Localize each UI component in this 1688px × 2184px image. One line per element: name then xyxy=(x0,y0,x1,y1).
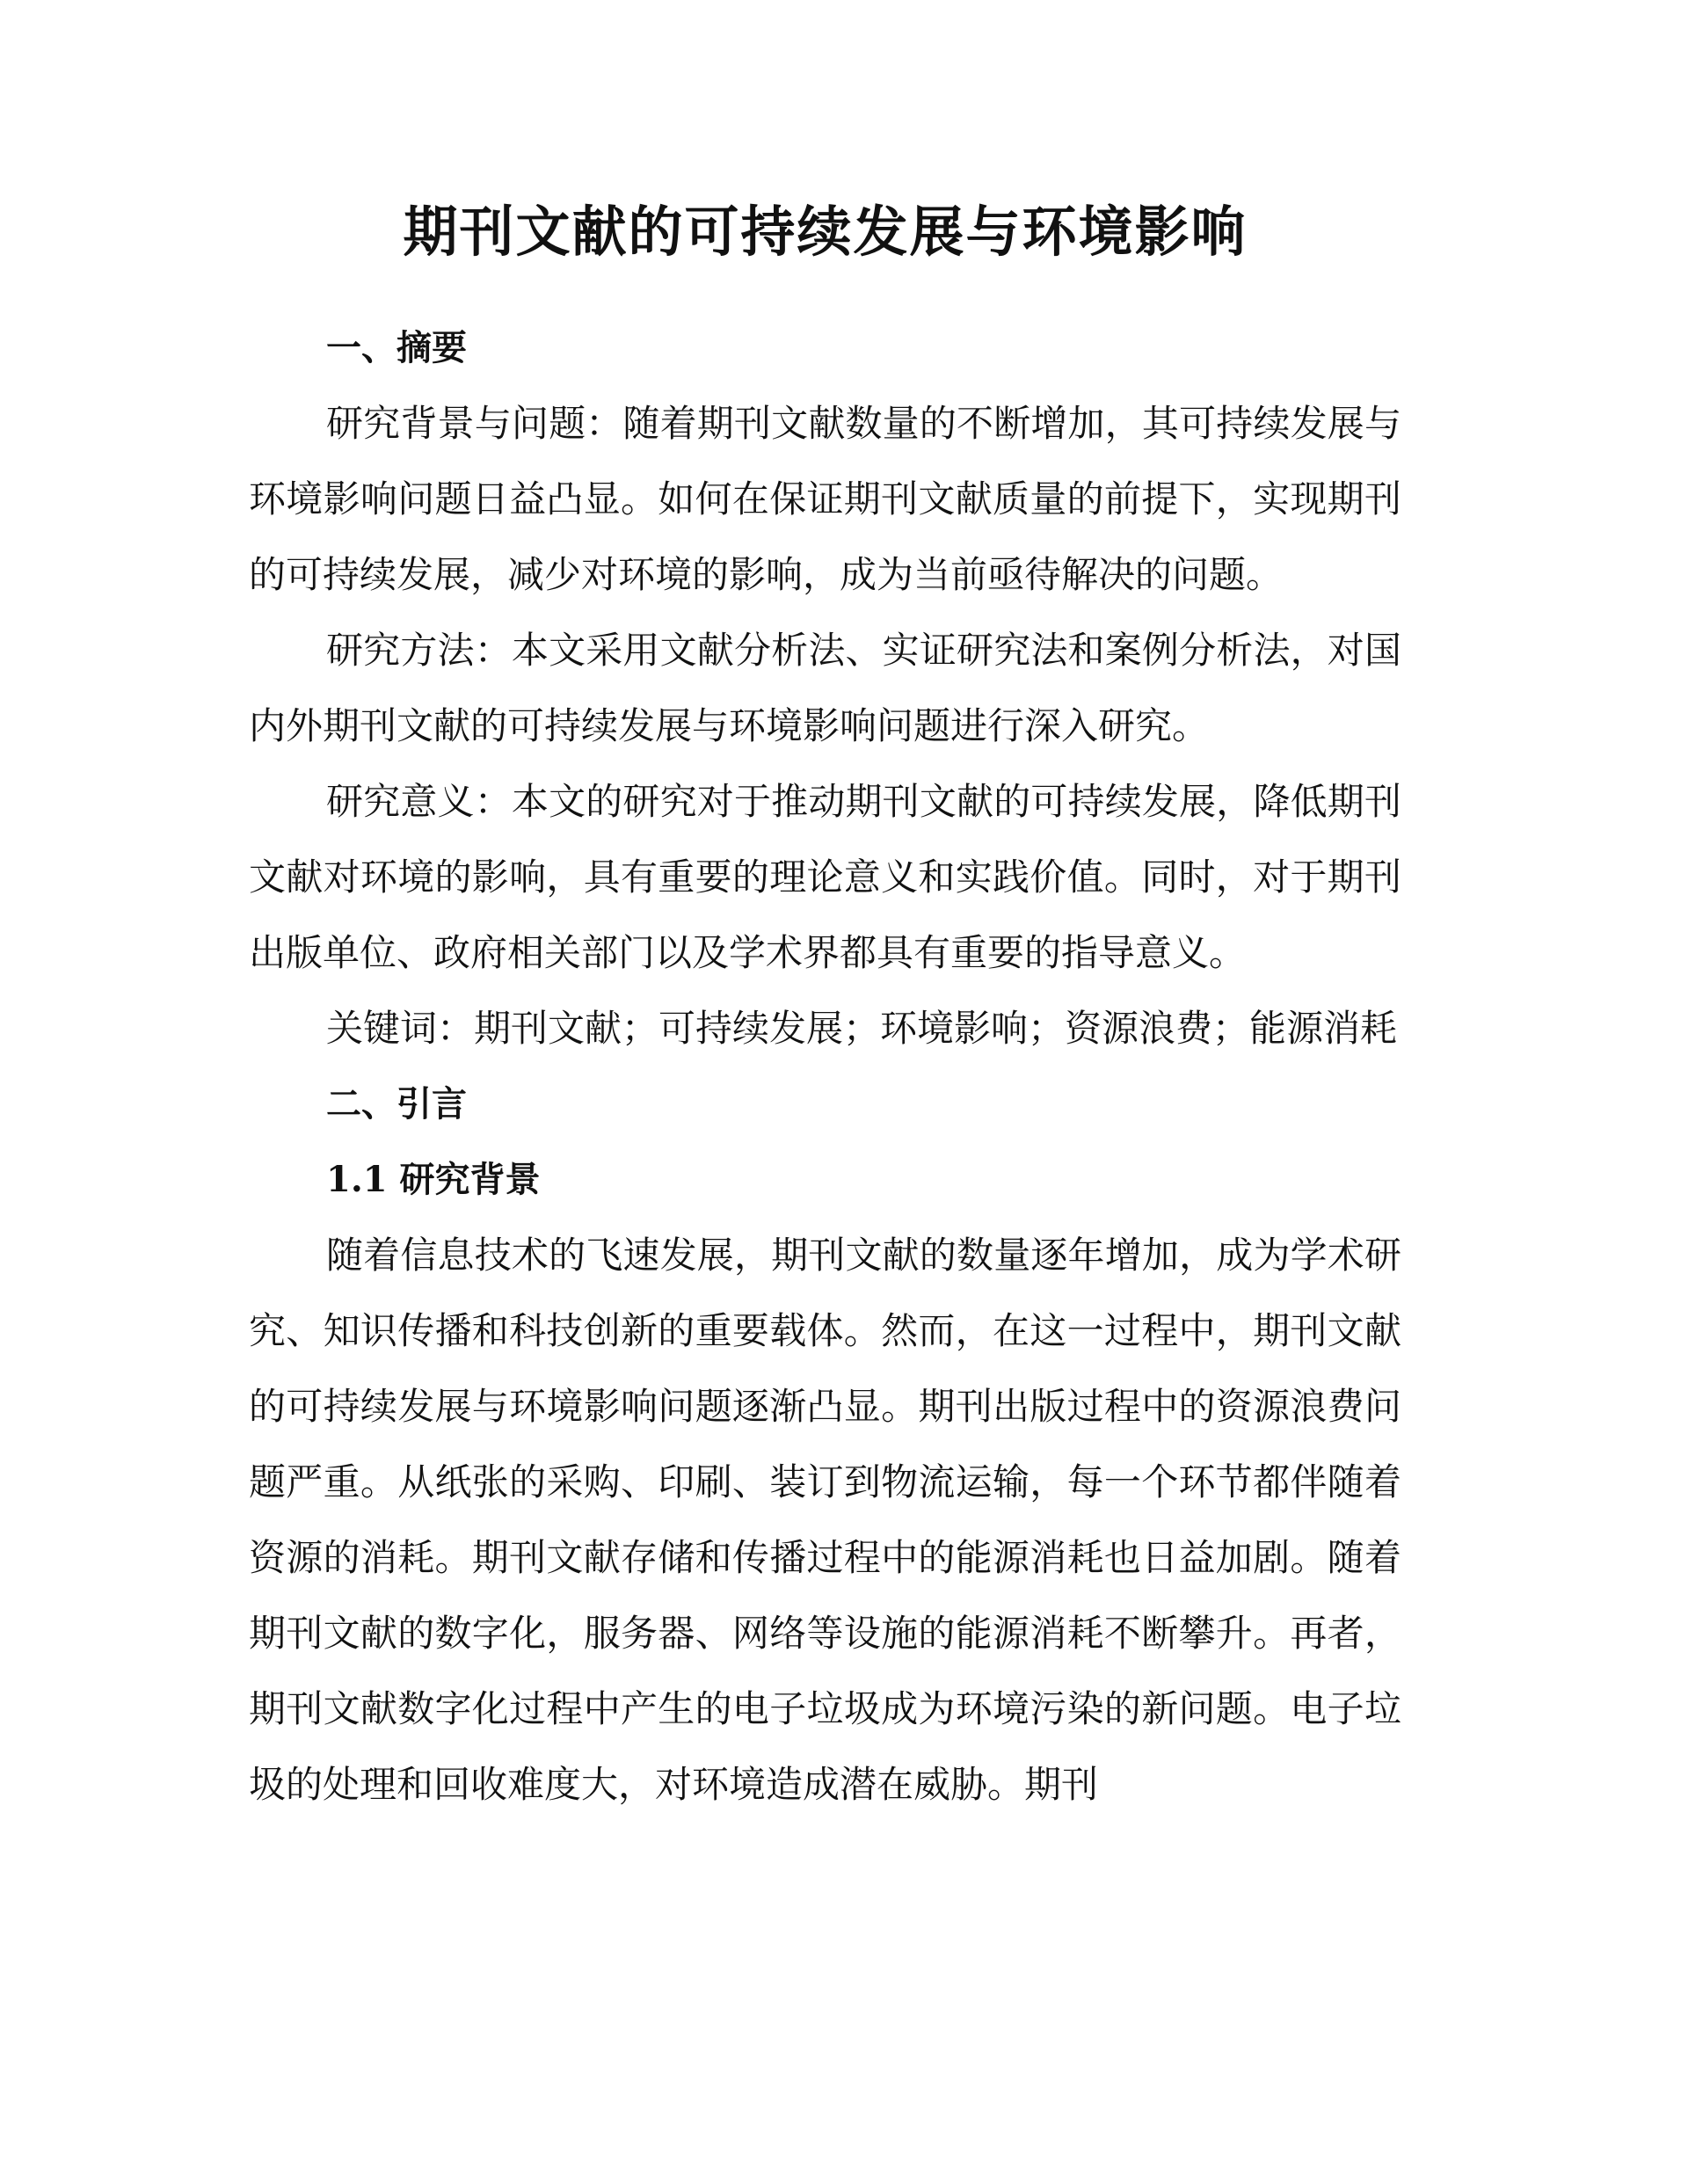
section-heading-abstract: 一、摘要 xyxy=(326,327,467,369)
abstract-significance-paragraph: 研究意义：本文的研究对于推动期刊文献的可持续发展，降低期刊文献对环境的影响，具有重要的理论意义和实践价值。同时，对于期刊出版单位、政府相关部门以及学术界都具有重要的指导意义。 xyxy=(249,780,1401,975)
abstract-method-paragraph: 研究方法：本文采用文献分析法、实证研究法和案例分析法，对国内外期刊文献的可持续发展与环境影响问题进行深入研究。 xyxy=(249,629,1401,748)
abstract-background-paragraph: 研究背景与问题：随着期刊文献数量的不断增加，其可持续发展与环境影响问题日益凸显。如何在保证期刊文献质量的前提下，实现期刊的可持续发展，减少对环境的影响，成为当前亟待解决的问题。 xyxy=(249,402,1401,597)
subsection-heading-research-background: 1.1 研究背景 xyxy=(326,1159,541,1201)
abstract-keywords-paragraph: 关键词：期刊文献；可持续发展；环境影响；资源浪费；能源消耗 xyxy=(326,1007,1398,1051)
introduction-background-paragraph: 随着信息技术的飞速发展，期刊文献的数量逐年增加，成为学术研究、知识传播和科技创新的重要载体。然而，在这一过程中，期刊文献的可持续发展与环境影响问题逐渐凸显。期刊出版过程中的资源浪费问题严重。从纸张的采购、印刷、装订到物流运输，每一个环节都伴随着资源的消耗。期刊文献存储和传播过程中的能源消耗也日益加剧。随着期刊文献的数字化，服务器、网络等设施的能源消耗不断攀升。再者，期刊文献数字化过程中产生的电子垃圾成为环境污染的新问题。电子垃圾的处理和回收难度大，对环境造成潜在威胁。期刊 xyxy=(249,1234,1401,1807)
document-title: 期刊文献的可持续发展与环境影响 xyxy=(403,200,1248,264)
section-heading-introduction: 二、引言 xyxy=(326,1083,467,1125)
